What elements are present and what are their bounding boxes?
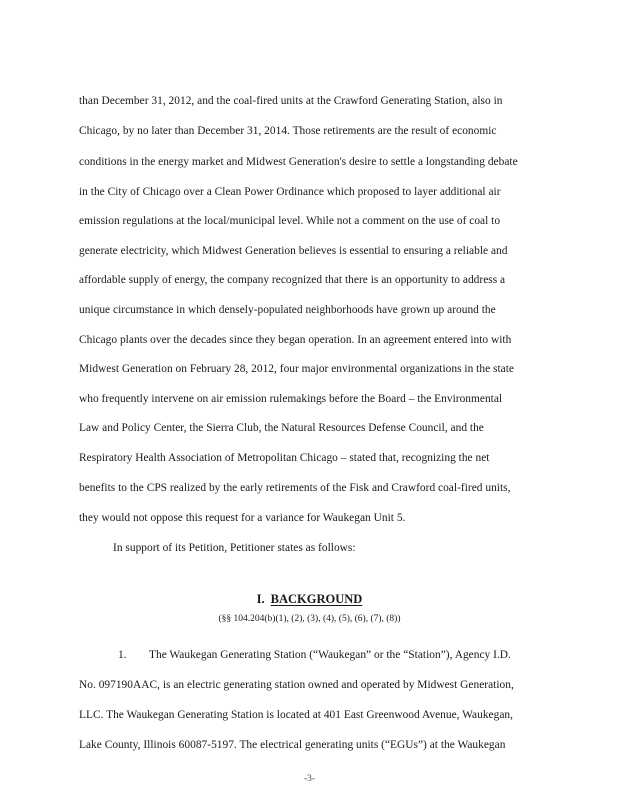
page-number: -3- bbox=[303, 774, 316, 784]
section-heading bbox=[0, 592, 619, 606]
text-line: in the City of Chicago over a Clean Power Ordinance which proposed to layer additional air bbox=[79, 186, 501, 198]
text-line: Chicago plants over the decades since they began operation. In an agreement entered into with bbox=[79, 334, 512, 346]
text-line: affordable supply of energy, the company recognized that there is an opportunity to address a bbox=[79, 274, 506, 286]
text-line: they would not oppose this request for a variance for Waukegan Unit 5. bbox=[79, 512, 406, 524]
text-line: conditions in the energy market and Midwest Generation's desire to settle a longstanding debate bbox=[79, 156, 518, 168]
text-line: than December 31, 2012, and the coal-fired units at the Crawford Generating Station, also in bbox=[79, 95, 503, 107]
text-line: benefits to the CPS realized by the early retirements of the Fisk and Crawford coal-fired units, bbox=[79, 482, 511, 494]
text-line: generate electricity, which Midwest Generation believes is essential to ensuring a reliable and bbox=[79, 245, 508, 257]
paragraph-number: 1. bbox=[118, 649, 127, 661]
text-line: LLC. The Waukegan Generating Station is located at 401 East Greenwood Avenue, Waukegan, bbox=[79, 709, 513, 721]
text-line: Law and Policy Center, the Sierra Club, the Natural Resources Defense Council, and the bbox=[79, 422, 484, 434]
section-title: BACKGROUND bbox=[270, 592, 363, 606]
text-line: Chicago, by no later than December 31, 2014. Those retirements are the result of economic bbox=[79, 125, 497, 137]
text-line: emission regulations at the local/municipal level. While not a comment on the use of coal to bbox=[79, 215, 501, 227]
text-line: who frequently intervene on air emission rulemakings before the Board – the Environmental bbox=[79, 393, 503, 405]
text-line: unique circumstance in which densely-populated neighborhoods have grown up around the bbox=[79, 304, 496, 316]
section-number: I. bbox=[256, 592, 265, 606]
text-line: Respiratory Health Association of Metropolitan Chicago – stated that, recognizing the net bbox=[79, 452, 490, 464]
text-line: No. 097190AAC, is an electric generating station owned and operated by Midwest Generation, bbox=[79, 679, 514, 691]
text-line: Lake County, Illinois 60087-5197. The electrical generating units (“EGUs”) at the Waukegan bbox=[79, 739, 506, 751]
section-citation: (§§ 104.204(b)(1), (2), (3), (4), (5), (6), (7), (8)) bbox=[218, 614, 401, 624]
text-line: Midwest Generation on February 28, 2012, four major environmental organizations in the state bbox=[79, 363, 514, 375]
text-line: The Waukegan Generating Station (“Waukegan” or the “Station”), Agency I.D. bbox=[149, 649, 511, 661]
support-statement: In support of its Petition, Petitioner states as follows: bbox=[113, 542, 356, 554]
